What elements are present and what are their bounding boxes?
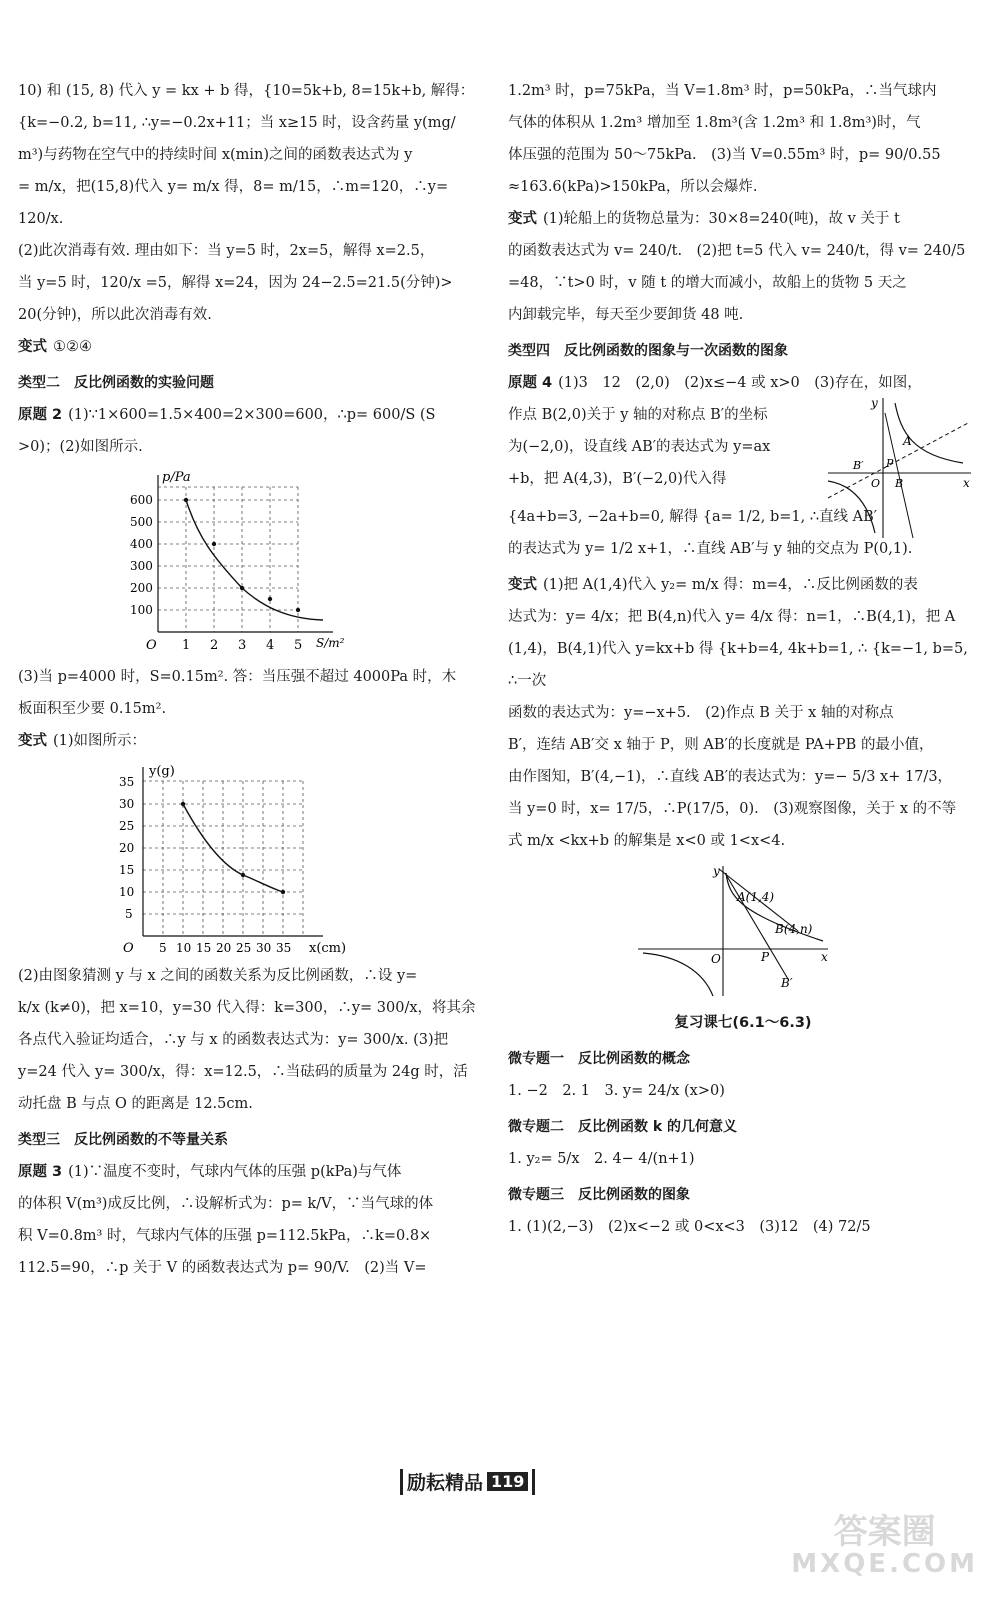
origin-label: O [146, 638, 157, 653]
text-line: 动托盘 B 与点 O 的距离是 12.5cm. [18, 1096, 253, 1112]
x-tick: 4 [266, 638, 275, 653]
point-bprime-label: B′ [853, 459, 864, 472]
text-line: (3)当 p=4000 时，S=0.15m². 答：当压强不超过 4000Pa 时，木 [18, 669, 457, 685]
y-tick: 35 [119, 775, 135, 789]
y-label: y [713, 864, 720, 878]
page-number: 119 [487, 1472, 528, 1491]
text-line: 1. y₂= 5/x 2. 4− 4/(n+1) [508, 1151, 695, 1167]
text-line: +b，把 A(4,3)，B′(−2,0)代入得 [508, 471, 727, 487]
text-line: 内卸载完毕，每天至少要卸货 48 吨. [508, 307, 744, 323]
point-a-label: A [903, 434, 912, 448]
line [885, 413, 913, 538]
text-line: 由作图知，B′(4,−1)，∴直线 AB′的表达式为：y=− 5/3 x+ 17/3， [508, 769, 953, 785]
text-line: 1.2m³ 时，p=75kPa，当 V=1.8m³ 时，p=50kPa，∴当气球内 [508, 83, 937, 99]
text-line: 板面积至少要 0.15m². [18, 701, 167, 717]
text-line: 的体积 V(m³)成反比例，∴设解析式为：p= k/V，∵当气球的体 [18, 1196, 434, 1212]
text-line: = m/x，把(15,8)代入 y= m/x 得，8= m/15，∴m=120，∴y= 120/x. [18, 179, 449, 227]
pressure-area-chart [118, 467, 358, 657]
variant-label: 变式 [508, 211, 537, 227]
x-axis-label: x(cm) [309, 941, 347, 956]
y-tick: 600 [130, 493, 153, 507]
x-tick: 3 [238, 638, 247, 653]
text-line: {k=−0.2, b=11, ∴y=−0.2x+11；当 x≥15 时，设含药量 y(mg/ [18, 115, 456, 131]
text-line: 的函数表达式为 v= 240/t. (2)把 t=5 代入 v= 240/t，得 v= 240/5 [508, 243, 966, 259]
left-column [18, 75, 478, 1284]
y-tick: 200 [130, 581, 153, 595]
section-heading: 类型四 反比例函数的图象与一次函数的图象 [508, 343, 788, 359]
problem-label: 原题 2 [18, 407, 63, 423]
text-line: 1. (1)(2,−3) (2)x<−2 或 0<x<3 (3)12 (4) 72/5 [508, 1219, 871, 1235]
footer-brand: 励耘精品 [407, 1472, 484, 1494]
text-line: k/x (k≠0)，把 x=10，y=30 代入得：k=300，∴y= 300/x，将其余 [18, 1000, 476, 1016]
x-label: x [821, 950, 828, 964]
text-line: 作点 B(2,0)关于 y 轴的对称点 B′的坐标 [508, 407, 768, 423]
watermark-top: 答案圈 [833, 1512, 936, 1552]
section-heading: 类型三 反比例函数的不等量关系 [18, 1132, 228, 1148]
variant-label: 变式 [18, 339, 47, 355]
text-line: >0)；(2)如图所示. [18, 439, 143, 455]
curve [186, 500, 323, 620]
watermark [791, 1512, 978, 1580]
x-tick: 25 [236, 941, 252, 955]
problem-text: (1)∵1×600=1.5×400=2×300=600，∴p= 600/S (S [68, 407, 436, 423]
section-heading: 微专题一 反比例函数的概念 [508, 1051, 690, 1067]
x-tick: 35 [276, 941, 292, 955]
chart-svg [118, 467, 358, 657]
graph-svg [823, 393, 973, 543]
x-tick: 5 [294, 638, 303, 653]
y-tick: 5 [125, 907, 133, 921]
y-tick: 100 [130, 603, 153, 617]
variant-line [508, 203, 978, 235]
footer-bar [400, 1469, 403, 1495]
text-line: (2)由图象猜测 y 与 x 之间的函数关系为反比例函数，∴设 y= [18, 968, 418, 984]
y-tick: 500 [130, 515, 153, 529]
variant-text: (1)轮船上的货物总量为：30×8=240(吨)，故 v 关于 t [543, 211, 900, 227]
origin-label: O [871, 477, 881, 490]
footer-bar [532, 1469, 535, 1495]
problem-label: 原题 4 [508, 375, 553, 391]
text-line: 112.5=90，∴p 关于 V 的函数表达式为 p= 90/V. (2)当 V= [18, 1260, 427, 1276]
orig4-text [508, 399, 818, 495]
text-line: 各点代入验证均适合，∴y 与 x 的函数表达式为：y= 300/x. (3)把 [18, 1032, 449, 1048]
problem-label: 原题 3 [18, 1164, 63, 1180]
text-line: m³)与药物在空气中的持续时间 x(min)之间的函数表达式为 y [18, 147, 413, 163]
text-line: 20(分钟)，所以此次消毒有效. [18, 307, 212, 323]
origin-label: O [123, 941, 134, 956]
variant-line [508, 569, 978, 601]
text-line: B′，连结 AB′交 x 轴于 P，则 AB′的长度就是 PA+PB 的最小值， [508, 737, 934, 753]
section-heading: 类型二 反比例函数的实验问题 [18, 375, 214, 391]
x-tick: 15 [196, 941, 212, 955]
y-axis-label: p/Pa [162, 470, 191, 485]
x-tick: 10 [176, 941, 192, 955]
hyperbola-branch [643, 953, 713, 996]
graph-svg [633, 861, 833, 1001]
orig4-block [508, 396, 978, 495]
review-title: 复习课七(6.1～6.3) [674, 1015, 812, 1031]
problem-text: (1)∵温度不变时，气球内气体的压强 p(kPa)与气体 [68, 1164, 402, 1180]
text-line: y=24 代入 y= 300/x，得：x=12.5，∴当砝码的质量为 24g 时，活 [18, 1064, 468, 1080]
text-line: 函数的表达式为：y=−x+5. (2)作点 B 关于 x 轴的对称点 [508, 705, 894, 721]
problem-text: (1)3 12 (2,0) (2)x≤−4 或 x>0 (3)存在，如图， [558, 375, 922, 391]
text-line: 当 y=0 时，x= 17/5，∴P(17/5，0). (3)观察图像，关于 x 的不等 [508, 801, 957, 817]
text-line: 10) 和 (15, 8) 代入 y = kx + b 得，{10=5k+b, 8=15k+b, 解得： [18, 83, 475, 99]
variant-line [18, 725, 478, 757]
x-axis-label: S/m² [316, 636, 345, 650]
variant-text: (1)把 A(1,4)代入 y₂= m/x 得：m=4，∴反比例函数的表 [543, 577, 918, 593]
text-line: 积 V=0.8m³ 时，气球内气体的压强 p=112.5kPa，∴k=0.8× [18, 1228, 432, 1244]
origin-label: O [711, 952, 721, 966]
y-axis-label: y(g) [149, 764, 175, 779]
hyperbola-branch [828, 481, 875, 533]
x-tick: 5 [159, 941, 167, 955]
text-line: (2)此次消毒有效. 理由如下：当 y=5 时，2x=5，解得 x=2.5， [18, 243, 435, 259]
text-line: 当 y=5 时，120/x =5，解得 x=24，因为 24−2.5=21.5(分钟)> [18, 275, 453, 291]
text-line: 的表达式为 y= 1/2 x+1，∴直线 AB′与 y 轴的交点为 P(0,1). [508, 541, 913, 557]
variant-line [18, 331, 478, 363]
variant-text: ①②④ [53, 339, 92, 355]
x-tick: 2 [210, 638, 219, 653]
y-tick: 30 [119, 797, 135, 811]
y-tick: 25 [119, 819, 135, 833]
y-tick: 20 [119, 841, 135, 855]
right-column [508, 75, 978, 1243]
point-p-label: P [761, 950, 770, 964]
text-line: {4a+b=3, −2a+b=0, 解得 {a= 1/2, b=1, ∴直线 AB′ [508, 509, 878, 525]
x-tick: 30 [256, 941, 272, 955]
text-line: 1. −2 2. 1 3. y= 24/x (x>0) [508, 1083, 725, 1099]
y-tick: 400 [130, 537, 153, 551]
point-a-label: A(1,4) [737, 890, 775, 904]
point-b-label: B(4,n) [775, 922, 813, 936]
variant-label: 变式 [508, 577, 537, 593]
x-tick: 1 [182, 638, 191, 653]
text-line: 为(−2,0)，设直线 AB′的表达式为 y=ax [508, 439, 771, 455]
variant-text: (1)如图所示： [53, 733, 147, 749]
text-line: (1,4)，B(4,1)代入 y=kx+b 得 {k+b=4, 4k+b=1, ∴ {k=−1, b=5, ∴一次 [508, 641, 968, 689]
variant-label: 变式 [18, 733, 47, 749]
page-footer [400, 1468, 535, 1495]
mass-distance-chart [113, 761, 383, 956]
inequality-graph [633, 861, 833, 1001]
section-heading: 微专题三 反比例函数的图象 [508, 1187, 690, 1203]
text-line: 达式为：y= 4/x；把 B(4,n)代入 y= 4/x 得：n=1，∴B(4,1)，把 A [508, 609, 956, 625]
y-tick: 15 [119, 863, 135, 877]
text-line: 式 m/x <kx+b 的解集是 x<0 或 1<x<4. [508, 833, 786, 849]
watermark-bottom: MXQE.COM [791, 1549, 978, 1579]
chart-svg [113, 761, 383, 956]
y-label: y [871, 396, 878, 410]
x-label: x [963, 476, 970, 490]
text-line: =48，∵t>0 时，v 随 t 的增大而减小，故船上的货物 5 天之 [508, 275, 907, 291]
point-b-label: B [895, 477, 904, 490]
point-bprime-label: B′ [781, 976, 793, 990]
hyperbola-branch [895, 403, 963, 463]
text-line: ≈163.6(kPa)>150kPa，所以会爆炸. [508, 179, 758, 195]
point-p-label: P [886, 457, 894, 470]
text-line: 气体的体积从 1.2m³ 增加至 1.8m³(含 1.2m³ 和 1.8m³)时，气 [508, 115, 921, 131]
y-tick: 10 [119, 885, 135, 899]
text-line: 体压强的范围为 50～75kPa. (3)当 V=0.55m³ 时，p= 90/0.55 [508, 147, 941, 163]
problem-line [18, 1156, 478, 1188]
problem-line [18, 399, 478, 431]
y-tick: 300 [130, 559, 153, 573]
x-tick: 20 [216, 941, 232, 955]
section-heading: 微专题二 反比例函数 k 的几何意义 [508, 1119, 738, 1135]
symmetric-point-graph [823, 393, 973, 543]
